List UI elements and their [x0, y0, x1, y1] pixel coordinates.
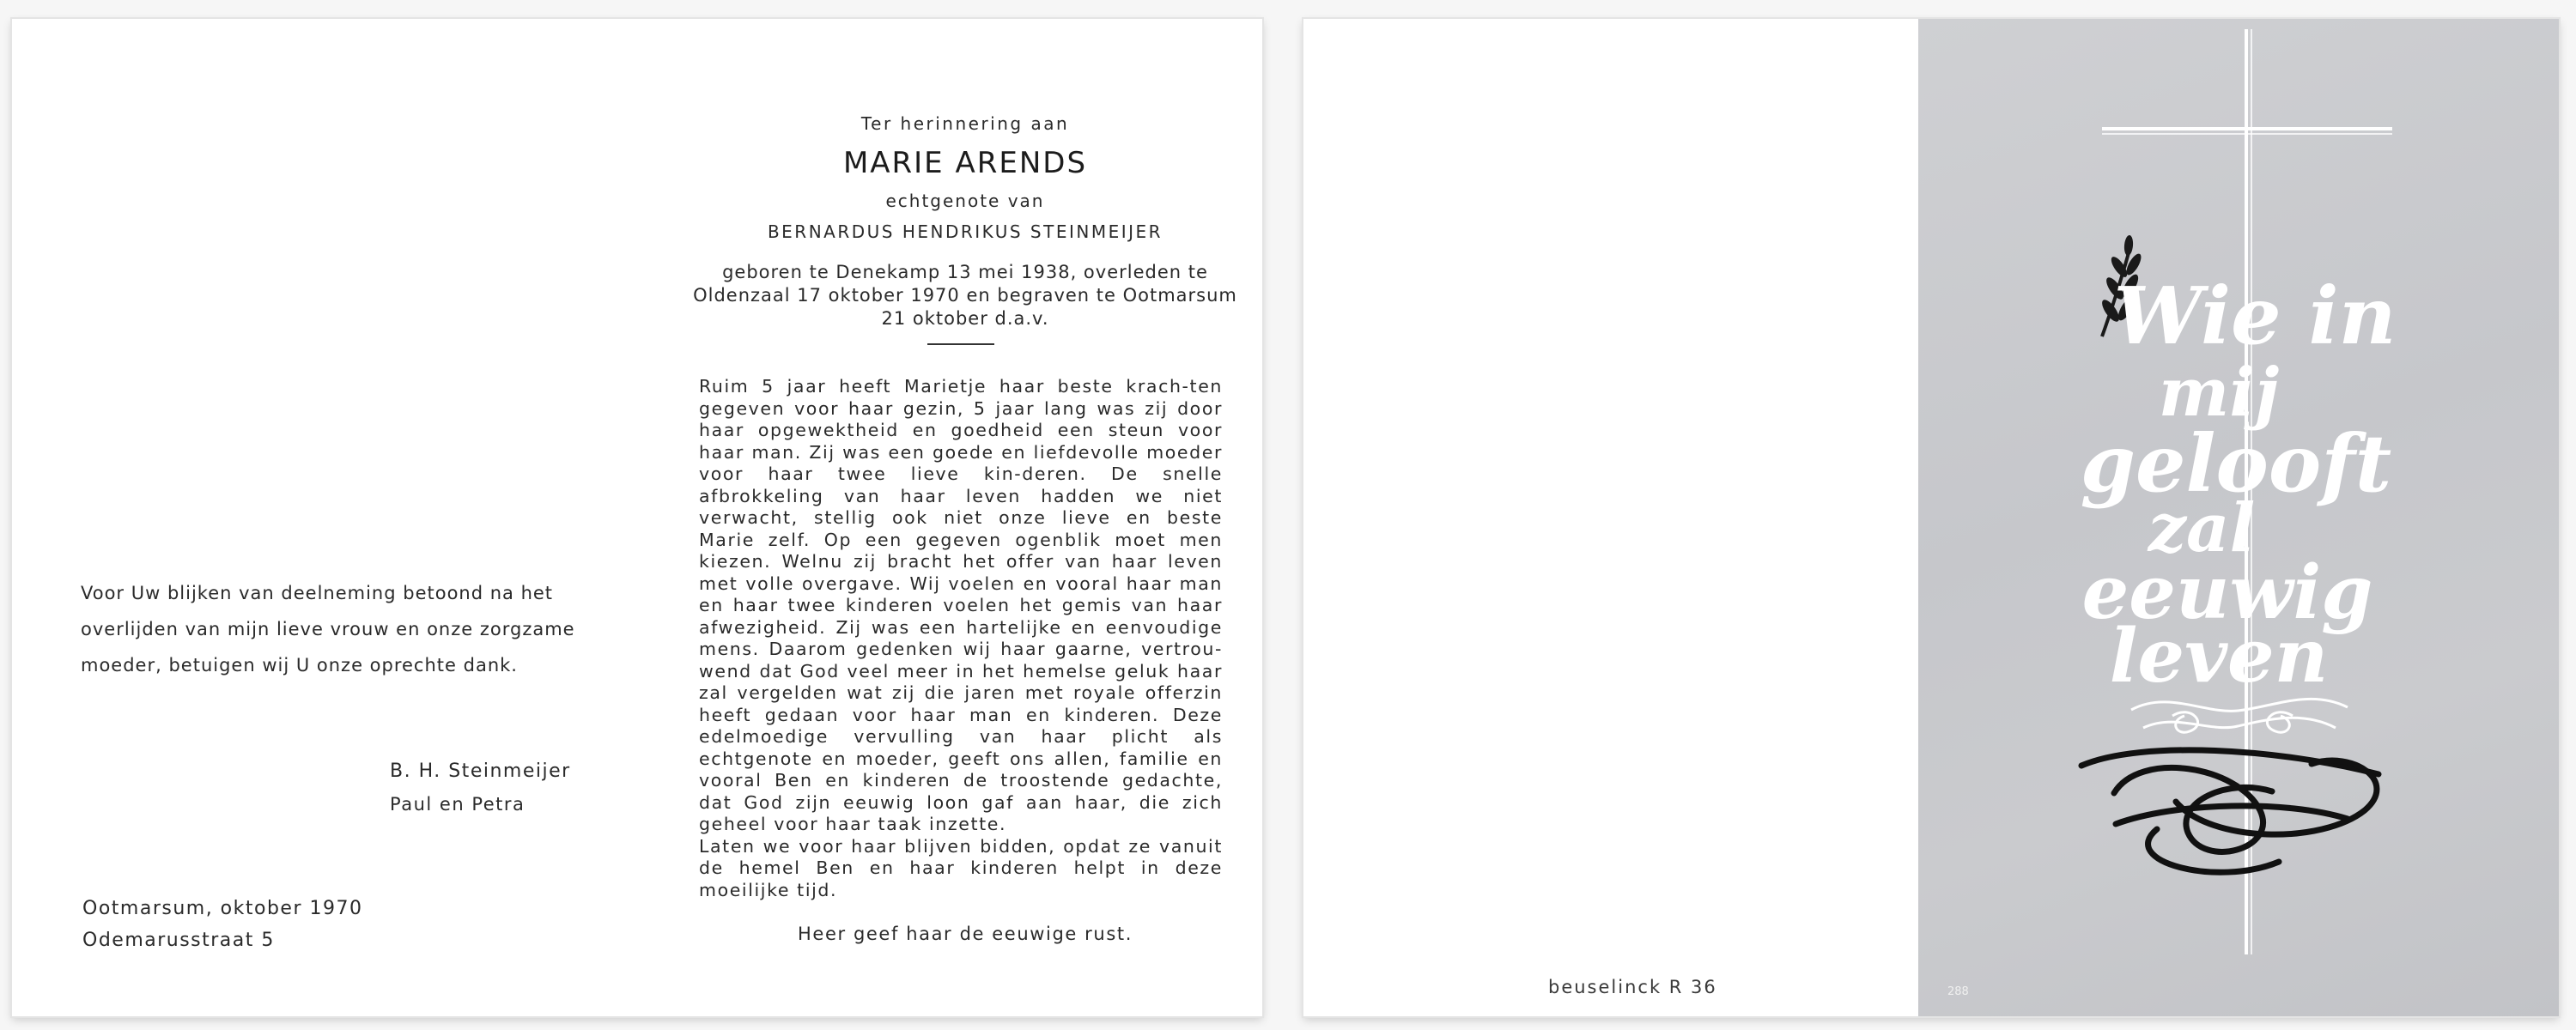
deceased-name: MARIE ARENDS — [842, 146, 1088, 180]
verse-line-2: mij — [2158, 354, 2280, 432]
verse-line-3: gelooft — [2080, 417, 2392, 510]
divider-line — [927, 343, 994, 345]
verse-line-5: eeuwig — [2081, 549, 2373, 636]
intro-line: Ter herinnering aan — [860, 113, 1070, 134]
verse-line-1: Wie in — [2113, 270, 2397, 362]
memorial-card-cover — [1303, 19, 2559, 1016]
verse-line-4: zal — [2148, 489, 2256, 567]
thanks-message: Voor Uw blijken van deelneming betoond na het overlijden van mijn lieve vrouw en onze zorgzame moeder, betuigen wij U onze oprechte dank. — [81, 583, 575, 676]
memorial-card-inside-left — [12, 19, 1262, 1016]
cover-artwork — [1918, 19, 2559, 1016]
printer-mark: beuselinck R 36 — [1548, 977, 1717, 997]
white-flourish — [2131, 699, 2348, 732]
cover-panel — [1918, 19, 2559, 1016]
calligraphy-verse — [2081, 270, 2397, 700]
place-date: Ootmarsum, oktober 1970 — [82, 898, 363, 919]
black-flourish — [2081, 750, 2379, 872]
husband-name: BERNARDUS HENDRIKUS STEINMEIJER — [767, 221, 1163, 242]
signature-name: B. H. Steinmeijer — [390, 760, 571, 782]
birth-death-dates: geboren te Denekamp 13 mei 1938, overleden te Oldenzaal 17 oktober 1970 en begraven te Ootmarsum 21 oktober d.a.v. — [693, 262, 1237, 329]
closing-prayer: Heer geef haar de eeuwige rust. — [798, 924, 1133, 944]
signature-children: Paul en Petra — [390, 794, 526, 815]
print-code: 288 — [1947, 985, 1969, 998]
memorial-body-text: Ruim 5 jaar heeft Marietje haar beste krach-ten gegeven voor haar gezin, 5 jaar lang was zij door haar opgewektheid en goedheid een steun voor haar man. Zij was een goede en liefdevolle moeder voor haar twee lieve kin-deren. De snelle afbrokkeling van haar leven hadden we niet verwacht, stellig ook niet onze lieve en beste Marie zelf. Op een gegeven ogenblik moet men kiezen. Welnu zij bracht het offer van haar leven met volle overgave. Wij voelen en vooral haar man en haar twee kinderen voelen het gemis van haar afwezigheid. Zij was een hartelijke en eenvoudige mens. Daarom gedenken wij haar gaarne, vertrou-wend dat God veel meer in het hemelse geluk haar zal vergelden wat zij die jaren met royale offerzin heeft gedaan voor haar man en kinderen. Deze edelmoedige vervulling van haar plicht als echtgenote en moeder, geeft ons allen, familie en vooral Ben en kinderen de troostende gedachte, dat God zijn eeuwig loon gaf aan haar, die zich geheel voor haar taak inzette. Laten we voor haar blijven bidden, opdat ze vanuit de hemel Ben en haar kinderen helpt in deze moeilijke tijd. — [699, 376, 1223, 900]
address: Odemarusstraat 5 — [82, 930, 275, 951]
verse-line-6: leven — [2109, 613, 2329, 700]
spouse-of-line: echtgenote van — [885, 191, 1045, 211]
